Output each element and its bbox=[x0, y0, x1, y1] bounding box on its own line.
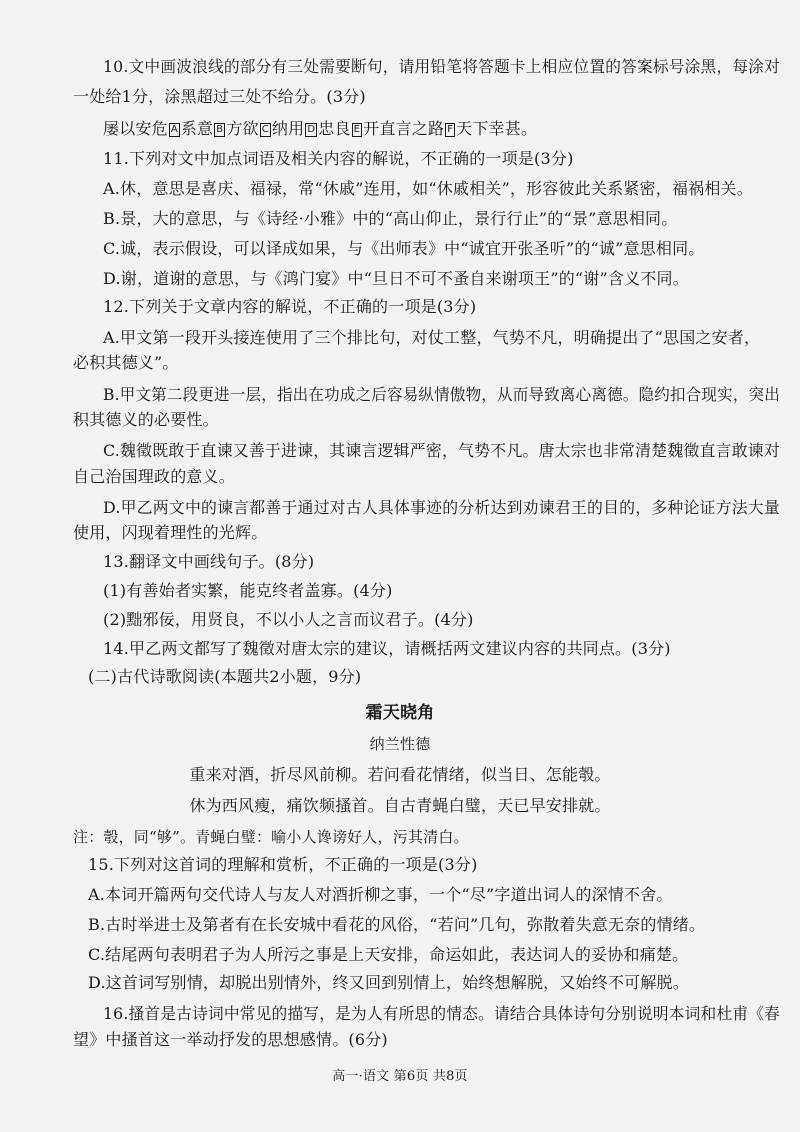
q10-segment: 开直言之路 bbox=[363, 119, 445, 138]
section-heading: (二)古代诗歌阅读(本题共2小题，9分) bbox=[88, 667, 362, 686]
q10-mark-e: E bbox=[353, 124, 361, 135]
q11-option-b: B.景，大的意思，与《诗经·小雅》中的“高山仰止，景行行止”的“景”意思相同。 bbox=[103, 209, 678, 228]
q15-option-d: D.这首词写别情，却脱出别情外，终又回到别情上，始终想解脱，又始终不可解脱。 bbox=[88, 973, 689, 992]
q10-mark-b: B bbox=[216, 124, 224, 135]
q12-option-c-line1: C.魏徵既敢于直谏又善于进谏，其谏言逻辑严密，气势不凡。唐太宗也非常清楚魏徵直言敢谏对 bbox=[103, 441, 780, 460]
q15-stem: 15.下列对这首词的理解和赏析，不正确的一项是(3分) bbox=[88, 855, 478, 874]
q11-option-a: A.休，意思是喜庆、福禄，常“休戚”连用，如“休戚相关”，形容彼此关系紧密，福祸相关。 bbox=[103, 179, 753, 198]
q14-stem: 14.甲乙两文都写了魏徵对唐太宗的建议，请概括两文建议内容的共同点。(3分) bbox=[103, 639, 671, 658]
q10-stem-line1: 10.文中画波浪线的部分有三处需要断句，请用铅笔将答题卡上相应位置的答案标号涂黑，每涂对 bbox=[103, 57, 780, 76]
q13-sentence-1: (1)有善始者实繁，能克终者盖寡。(4分) bbox=[103, 581, 393, 600]
q11-stem: 11.下列对文中加点词语及相关内容的解说，不正确的一项是(3分) bbox=[103, 149, 574, 168]
q10-segment: 忠良 bbox=[318, 119, 351, 138]
poem-note: 注：彀，同“够”。青蝇白璧：喻小人谗谤好人，污其清白。 bbox=[73, 828, 469, 846]
q16-stem-line1: 16.搔首是古诗词中常见的描写，是为人有所思的情态。请结合具体诗句分别说明本词和杜甫《春 bbox=[103, 1004, 780, 1023]
q10-mark-d: D bbox=[307, 124, 316, 135]
q10-mark-c: C bbox=[261, 124, 269, 135]
q10-segment: 系意 bbox=[180, 119, 214, 138]
q16-stem-line2: 望》中搔首这一举动抒发的思想感情。(6分) bbox=[73, 1030, 388, 1049]
poem-title: 霜天晓角 bbox=[365, 703, 435, 723]
q15-option-b: B.古时举进士及第者有在长安城中看花的风俗，“若问”几句，弥散着失意无奈的情绪。 bbox=[88, 915, 706, 934]
q10-segment: 方欲 bbox=[226, 119, 259, 138]
q12-option-a-line2: 必积其德义”。 bbox=[73, 353, 179, 372]
q12-option-d-line1: D.甲乙两文中的谏言都善于通过对古人具体事迹的分析达到劝谏君王的目的，多种论证方法大量 bbox=[103, 498, 780, 517]
q11-option-d: D.谢，道谢的意思，与《鸿门宴》中“旦日不可不蚤自来谢项王”的“谢”含义不同。 bbox=[103, 269, 689, 288]
q10-segment: 天下幸甚。 bbox=[456, 119, 538, 138]
q12-option-a-line1: A.甲文第一段开头接连使用了三个排比句，对仗工整，气势不凡，明确提出了“思国之安者， bbox=[103, 328, 761, 347]
q10-stem-line2: 一处给1分，涂黑超过三处不给分。(3分) bbox=[73, 87, 366, 106]
q10-segment: 屡以安危 bbox=[103, 119, 168, 138]
q11-option-c: C.诚，表示假设，可以译成如果，与《出师表》中“诚宜开张圣听”的“诚”意思相同。 bbox=[103, 239, 705, 258]
q12-option-b-line1: B.甲文第二段更进一层，指出在功成之后容易纵情傲物，从而导致离心离德。隐约扣合现实，突出 bbox=[103, 385, 781, 404]
q12-option-d-line2: 使用，闪现着理性的光辉。 bbox=[73, 523, 268, 542]
q10-segment: 纳用 bbox=[271, 119, 305, 138]
q10-mark-f: F bbox=[447, 124, 454, 135]
q13-sentence-2: (2)黜邪佞，用贤良，不以小人之言而议君子。(4分) bbox=[103, 610, 474, 629]
q15-option-c: C.结尾两句表明君子为人所污之事是上天安排，命运如此，表达词人的妥协和痛楚。 bbox=[88, 945, 689, 964]
q13-stem: 13.翻译文中画线句子。(8分) bbox=[103, 552, 315, 571]
poem-author: 纳兰性德 bbox=[369, 735, 431, 753]
q10-mark-a: A bbox=[170, 124, 178, 135]
q12-option-b-line2: 积其德义的必要性。 bbox=[73, 410, 219, 429]
q10-sentence bbox=[103, 118, 537, 140]
q12-stem: 12.下列关于文章内容的解说，不正确的一项是(3分) bbox=[103, 297, 477, 316]
page-footer: 高一·语文 第6页 共8页 bbox=[332, 1069, 468, 1084]
q12-option-c-line2: 自己治国理政的意义。 bbox=[73, 467, 236, 486]
poem-line-2: 休为西风瘦，痛饮频搔首。自古青蝇白璧，天已早安排就。 bbox=[189, 796, 611, 815]
q15-option-a: A.本词开篇两句交代诗人与友人对酒折柳之事，一个“尽”字道出词人的深情不舍。 bbox=[88, 885, 673, 904]
poem-line-1: 重来对酒，折尽风前柳。若问看花情绪，似当日、怎能彀。 bbox=[189, 765, 611, 784]
